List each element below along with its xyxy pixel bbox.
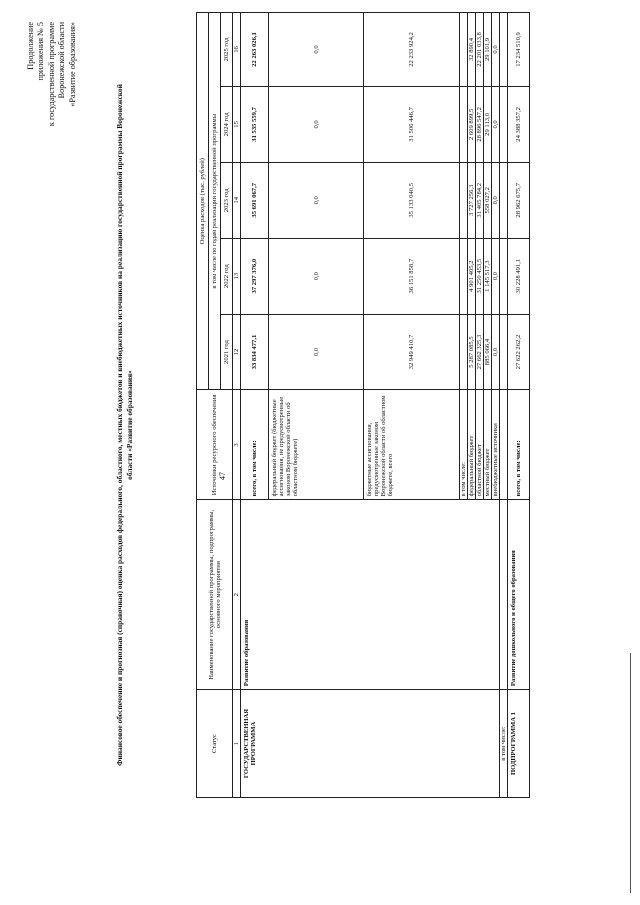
header-source: Источники ресурсного обеспечения bbox=[197, 390, 233, 500]
value-cell: 32 949 410,7 bbox=[364, 314, 460, 390]
value-cell: 0,0 bbox=[269, 86, 364, 162]
source-label: бюджетные ассигнования, предусмотренные законом Воронежской области об областном бюджете, всего bbox=[364, 390, 460, 500]
table-row bbox=[508, 13, 530, 798]
value-cell: 31 250 453,5 bbox=[476, 238, 484, 314]
value-cell: 31 405 784,2 bbox=[476, 162, 484, 238]
value-cell: 0,0 bbox=[492, 314, 500, 390]
value-cell: 0,0 bbox=[269, 314, 364, 390]
value-cell: 31 535 559,7 bbox=[241, 86, 269, 162]
column-number: 13 bbox=[233, 238, 241, 314]
value-cell: 37 297 376,0 bbox=[241, 238, 269, 314]
column-number: 1 bbox=[233, 690, 241, 798]
source-label: федеральный бюджет bbox=[468, 390, 476, 500]
source-label: всего, в том числе: bbox=[241, 390, 269, 500]
value-cell: 35 133 040,5 bbox=[364, 162, 460, 238]
value-cell: 32 890,4 bbox=[468, 13, 476, 87]
column-number-row bbox=[233, 13, 241, 798]
sp1-status: ПОДПРОГРАММА 1 bbox=[508, 690, 530, 798]
gp-status: ГОСУДАРСТВЕННАЯ ПРОГРАММА bbox=[241, 690, 500, 798]
value-cell: 5 287 085,5 bbox=[468, 314, 476, 390]
column-number: 12 bbox=[233, 314, 241, 390]
appendix-line: Продолжение bbox=[26, 22, 35, 70]
value-cell: 30 228 491,1 bbox=[508, 238, 530, 314]
header-status: Статус bbox=[197, 690, 233, 798]
gp-name: Развитие образования bbox=[241, 500, 500, 690]
title-line: Финансовое обеспечение и прогнозная (справочная) оценка расходов федерального, областного, местных бюджетов и внебюджетных источников на реализацию государственной программы Воронежской bbox=[115, 84, 124, 766]
value-cell: 558 027,2 bbox=[484, 162, 492, 238]
value-cell: 24 388 357,2 bbox=[508, 86, 530, 162]
value-cell: 28 962 675,7 bbox=[508, 162, 530, 238]
table-row bbox=[500, 13, 508, 798]
value-cell: 1 145 517,3 bbox=[484, 238, 492, 314]
value-cell: 22 233 924,2 bbox=[364, 13, 460, 87]
source-label: всего, в том числе: bbox=[508, 390, 530, 500]
value-cell: 0,0 bbox=[269, 13, 364, 87]
column-number: 3 bbox=[233, 390, 241, 500]
header-year: 2022 год bbox=[221, 238, 233, 314]
appendix-line: к государственной программе bbox=[46, 22, 56, 127]
column-number: 14 bbox=[233, 162, 241, 238]
value-cell: 885 066,4 bbox=[484, 314, 492, 390]
sp1-name: Развитие дошкольного и общего образования bbox=[508, 500, 530, 690]
value-cell: 0,0 bbox=[492, 238, 500, 314]
footer-rule bbox=[630, 653, 631, 893]
header-year: 2025 год bbox=[221, 13, 233, 87]
value-cell: 22 201 033,8 bbox=[476, 13, 484, 87]
source-label: федеральный бюджет (бюджетные ассигнования, не предусмотренные законом Воронежской области об областном бюджете) bbox=[269, 390, 364, 500]
value-cell: 0,0 bbox=[492, 13, 500, 87]
value-cell: 29 113,0 bbox=[484, 86, 492, 162]
header-estimate: Оценка расходов (тыс. рублей) bbox=[197, 13, 209, 390]
finance-table bbox=[196, 12, 530, 798]
source-label: местный бюджет bbox=[484, 390, 492, 500]
header-by-years: в том числе по годам реализации государственной программы bbox=[209, 13, 221, 390]
value-cell: 0,0 bbox=[492, 86, 500, 162]
value-cell: 29 101,9 bbox=[484, 13, 492, 87]
appendix-line: приложения № 5 bbox=[36, 22, 46, 81]
value-cell: 31 506 446,7 bbox=[364, 86, 460, 162]
value-cell: 4 901 405,2 bbox=[468, 238, 476, 314]
source-label: в том числе: bbox=[460, 390, 468, 500]
document-title bbox=[115, 35, 134, 815]
header-row bbox=[197, 13, 209, 798]
appendix-line: Воронежской области bbox=[57, 22, 67, 99]
header-year: 2024 год bbox=[221, 86, 233, 162]
header-name: Наименование государственной программы, подпрограммы, основного мероприятия bbox=[197, 500, 233, 690]
title-line: области «Развитие образования» bbox=[124, 370, 134, 480]
value-cell: 22 263 026,1 bbox=[241, 13, 269, 87]
source-label: областной бюджет bbox=[476, 390, 484, 500]
column-number: 15 bbox=[233, 86, 241, 162]
value-cell: 0,0 bbox=[269, 162, 364, 238]
value-cell: 2 609 899,5 bbox=[468, 86, 476, 162]
table-row bbox=[241, 13, 269, 798]
value-cell: 17 234 510,9 bbox=[508, 13, 530, 87]
value-cell: 3 727 256,3 bbox=[468, 162, 476, 238]
page-number: 47 bbox=[218, 472, 227, 480]
value-cell: 0,0 bbox=[492, 162, 500, 238]
header-year: 2023 год bbox=[221, 162, 233, 238]
source-label: внебюджетные источники bbox=[492, 390, 500, 500]
value-cell: 36 151 858,7 bbox=[364, 238, 460, 314]
column-number: 2 bbox=[233, 500, 241, 690]
value-cell: 0,0 bbox=[269, 238, 364, 314]
value-cell: 33 834 477,1 bbox=[241, 314, 269, 390]
value-cell: 28 896 547,2 bbox=[476, 86, 484, 162]
incl-note: в том числе: bbox=[500, 690, 508, 798]
value-cell: 35 691 067,7 bbox=[241, 162, 269, 238]
value-cell: 27 622 262,2 bbox=[508, 314, 530, 390]
appendix-note bbox=[26, 22, 78, 222]
header-year: 2021 год bbox=[221, 314, 233, 390]
column-number: 16 bbox=[233, 13, 241, 87]
appendix-line: «Развитие образования» bbox=[67, 22, 77, 107]
value-cell: 27 662 325,3 bbox=[476, 314, 484, 390]
